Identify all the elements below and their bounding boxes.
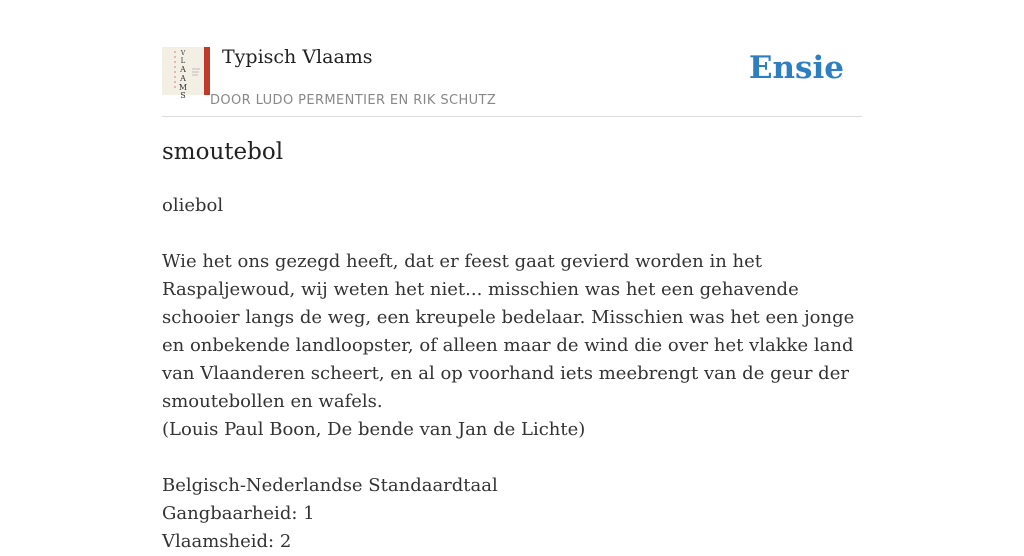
logo-letter: A [180, 65, 186, 74]
logo-letter: L [180, 57, 186, 65]
entry-content [162, 192, 862, 556]
ensie-logo-link[interactable]: Ensie [748, 50, 844, 86]
entry-vlaamsheid: Vlaamsheid: 2 [162, 531, 292, 552]
entry-language: Belgisch-Nederlandse Standaardtaal [162, 475, 498, 496]
dictionary-authors: DOOR LUDO PERMENTIER EN RIK SCHUTZ [210, 93, 497, 108]
entry-word: smoutebol [162, 139, 284, 165]
entry-quote: Wie het ons gezegd heeft, dat er feest gaat gevierd worden in het Raspaljewoud, wij weten het niet... misschien was het een gehavende schooier langs de weg, een kreupele bedelaar. Misschien was het een jonge en onbekende landloopster, of alleen maar de wind die over het vlakke land van Vlaanderen scheert, en al op voorhand iets meebrengt van de geur der smoutebollen en wafels. [162, 251, 855, 412]
logo-letter: A [180, 74, 186, 83]
dictionary-title[interactable]: Typisch Vlaams [222, 46, 373, 68]
dictionary-logo[interactable] [162, 47, 210, 100]
entry-quote-source: (Louis Paul Boon, De bende van Jan de Lichte) [162, 419, 586, 440]
spacer [162, 220, 862, 248]
entry-gangbaarheid: Gangbaarheid: 1 [162, 503, 315, 524]
spacer [162, 444, 862, 472]
logo-letter: V [180, 50, 186, 57]
entry-definition: oliebol [162, 195, 224, 216]
book-cover-icon [162, 47, 210, 100]
logo-letter: S [180, 91, 186, 100]
page [162, 0, 862, 552]
header [162, 0, 862, 117]
logo-letter: M [178, 83, 188, 92]
